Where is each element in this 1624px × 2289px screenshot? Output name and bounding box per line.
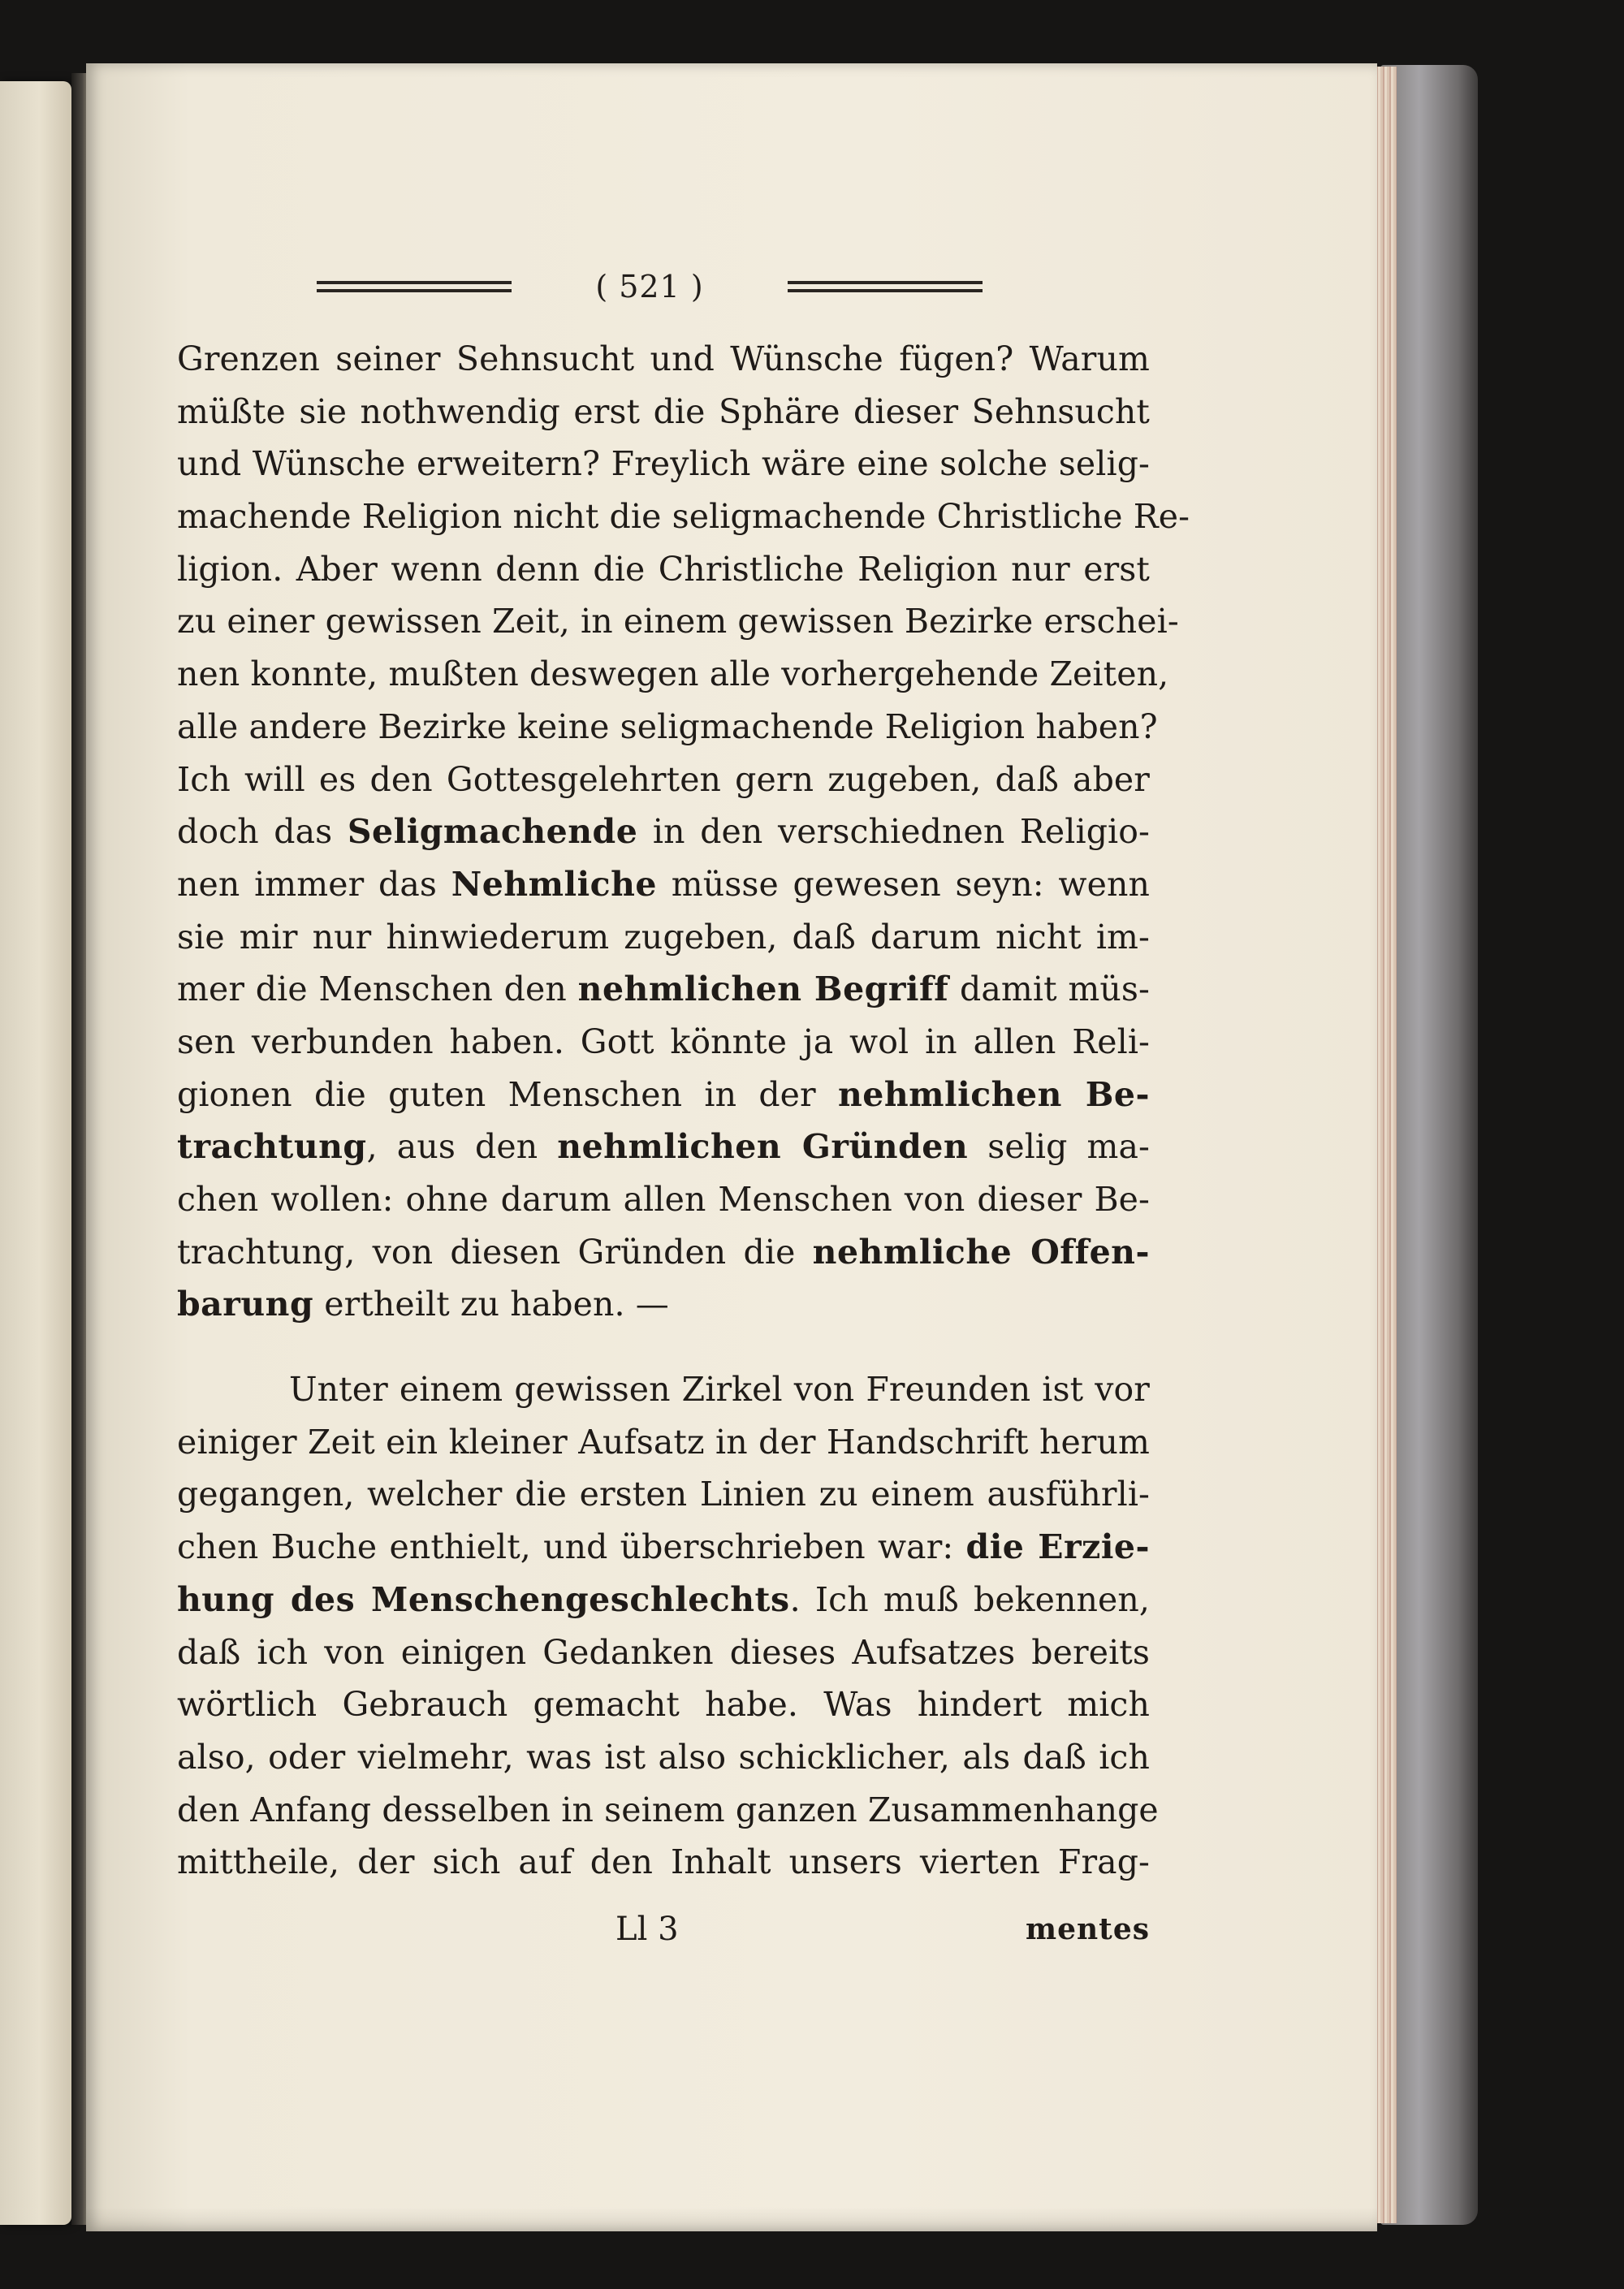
text-line — [177, 805, 1150, 858]
text-line — [177, 963, 1150, 1016]
text-span: , aus den — [366, 1127, 538, 1167]
page-number: ( 521 ) — [595, 269, 704, 304]
text-span: trachtung, von diesen Gründen die — [177, 1232, 796, 1272]
text-line: einiger Zeit ein kleiner Aufsatz in der Handschrift herum — [177, 1422, 1150, 1462]
header-rule-right — [788, 281, 983, 292]
body-text — [177, 333, 1190, 1889]
text-line: Unter einem gewissen Zirkel von Freunden ist vor — [289, 1370, 1150, 1410]
text-line — [177, 1521, 1150, 1574]
emphasis: Seligmachende — [347, 812, 638, 852]
text-line: und Wünsche erweitern? Freylich wäre eine solche selig- — [177, 444, 1150, 484]
text-span: chen Buche enthielt, und überschrieben war: — [177, 1527, 954, 1567]
emphasis: die Erzie- — [965, 1527, 1151, 1567]
text-span: mer die Menschen den — [177, 970, 567, 1009]
text-line: den Anfang desselben in seinem ganzen Zusammenhange — [177, 1790, 1159, 1829]
text-line: müßte sie nothwendig erst die Sphäre dieser Sehnsucht — [177, 391, 1150, 431]
facing-page-edge — [0, 81, 71, 2225]
text-line: chen wollen: ohne darum allen Menschen von dieser Be- — [177, 1180, 1150, 1219]
text-line: gegangen, welcher die ersten Linien zu einem ausführli- — [177, 1475, 1150, 1514]
text-span: gionen die guten Menschen in der — [177, 1074, 816, 1114]
text-line — [177, 1069, 1150, 1121]
text-span: selig ma- — [987, 1127, 1151, 1167]
emphasis: hung des Menschengeschlechts — [177, 1579, 790, 1619]
page-footer — [177, 1903, 1150, 1955]
text-line: ligion. Aber wenn denn die Christliche Religion nur erst — [177, 549, 1150, 589]
paragraph-gap — [177, 1331, 1150, 1363]
text-span: in den verschiednen Religio- — [652, 812, 1150, 852]
emphasis: nehmlichen Be- — [837, 1074, 1150, 1114]
text-line: sen verbunden haben. Gott könnte ja wol in allen Reli- — [177, 1021, 1150, 1061]
text-span: damit müs- — [960, 970, 1150, 1009]
text-span: ertheilt zu haben. — — [324, 1285, 669, 1324]
signature-mark: Ll 3 — [615, 1911, 679, 1948]
emphasis: nehmliche Offen- — [812, 1232, 1150, 1272]
text-line — [177, 858, 1150, 911]
text-line: also, oder vielmehr, was ist also schicklicher, als daß ich — [177, 1737, 1150, 1777]
page-header — [317, 266, 983, 307]
text-span: doch das — [177, 812, 333, 852]
text-line: alle andere Bezirke keine seligmachende Religion haben? — [177, 706, 1158, 746]
text-span: . Ich muß bekennen, — [789, 1579, 1150, 1619]
text-line — [177, 1226, 1150, 1279]
text-line: Grenzen seiner Sehnsucht und Wünsche fügen? Warum — [177, 339, 1150, 378]
emphasis: barung — [177, 1285, 314, 1324]
text-line — [177, 1121, 1150, 1173]
text-line: wörtlich Gebrauch gemacht habe. Was hindert mich — [177, 1685, 1150, 1725]
text-line: zu einer gewissen Zeit, in einem gewissen Bezirke erschei- — [177, 602, 1179, 641]
text-span: müsse gewesen seyn: wenn — [671, 864, 1150, 904]
text-line — [177, 1574, 1150, 1626]
emphasis: trachtung — [177, 1127, 367, 1167]
emphasis: Nehmliche — [451, 864, 658, 904]
text-line: machende Religion nicht die seligmachende Christliche Re- — [177, 497, 1190, 537]
text-line: Ich will es den Gottesgelehrten gern zugeben, daß aber — [177, 759, 1150, 799]
emphasis: nehmlichen Begriff — [577, 970, 949, 1009]
text-line: mittheile, der sich auf den Inhalt unsers vierten Frag- — [177, 1842, 1150, 1882]
text-span: nen immer das — [177, 864, 438, 904]
text-line: sie mir nur hinwiederum zugeben, daß darum nicht im- — [177, 917, 1150, 957]
emphasis: nehmlichen Gründen — [557, 1127, 969, 1167]
catchword: mentes — [1026, 1912, 1150, 1946]
text-line: daß ich von einigen Gedanken dieses Aufsatzes bereits — [177, 1632, 1150, 1672]
text-line — [177, 1278, 1150, 1331]
text-line: nen konnte, mußten deswegen alle vorhergehende Zeiten, — [177, 654, 1169, 694]
